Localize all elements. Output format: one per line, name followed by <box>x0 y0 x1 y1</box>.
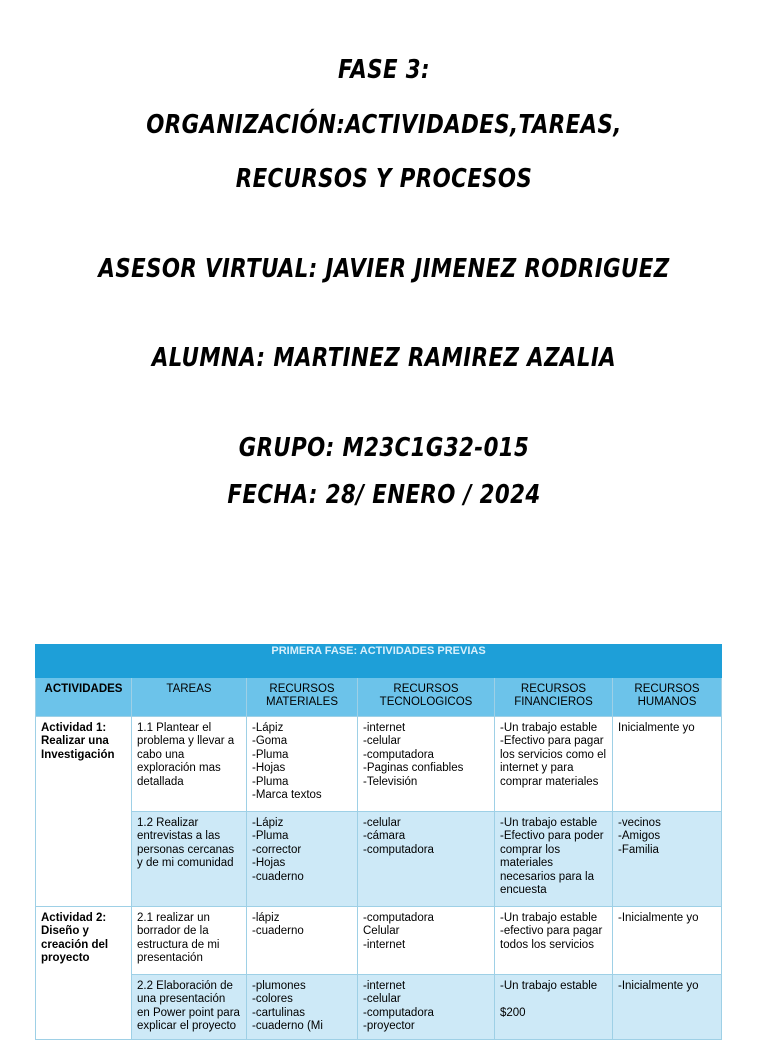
group-line: GRUPO: M23C1G32-015 <box>238 433 530 463</box>
materiales-item: -Lápiz <box>252 817 284 829</box>
materiales-item: -colores <box>252 993 293 1006</box>
materiales-item: -Hojas <box>252 762 286 775</box>
activities-table-container <box>35 644 721 1040</box>
humanos-cell <box>613 975 722 1040</box>
tecnologicos-item: -computadora <box>363 748 434 761</box>
task-cell: 1.2 Realizar entrevistas a las personas cercanas y de mi comunidad <box>132 812 247 907</box>
table-row <box>36 812 722 907</box>
humanos-item: -Inicialmente yo <box>618 980 699 992</box>
table-row <box>36 907 722 975</box>
humanos-item: -Familia <box>618 843 659 856</box>
financieros-item <box>500 993 607 1006</box>
resources-title: RECURSOS Y PROCESOS <box>235 164 533 194</box>
table-title-row <box>36 645 722 678</box>
materiales-item: -cuaderno <box>252 870 304 883</box>
column-header-materiales: RECURSOS MATERIALES <box>247 678 358 717</box>
tecnologicos-item: -celular <box>363 735 401 748</box>
financieros-cell <box>495 812 613 907</box>
task-cell: 2.1 realizar un borrador de la estructura de mi presentación <box>132 907 247 975</box>
column-header-financieros: RECURSOS FINANCIEROS <box>495 678 613 717</box>
phase-title: FASE 3: <box>338 55 430 85</box>
tecnologicos-item: -internet <box>363 722 406 734</box>
humanos-cell <box>613 812 722 907</box>
tecnologicos-item: -proyector <box>363 1020 415 1033</box>
financieros-item: -Efectivo para pagar los servicios como el internet y para comprar materiales <box>500 735 607 788</box>
task-cell: 2.2 Elaboración de una presentación en Power point para explicar el proyecto <box>132 975 247 1040</box>
tecnologicos-item: -Paginas confiables <box>363 762 464 775</box>
humanos-item: -Amigos <box>618 830 661 843</box>
activities-table <box>35 644 722 1040</box>
tecnologicos-item: -Televisión <box>363 775 418 788</box>
materiales-item: -cuaderno (Mi <box>252 1020 323 1033</box>
tecnologicos-cell <box>358 975 495 1040</box>
tecnologicos-item: -internet <box>363 980 406 992</box>
advisor-line: ASESOR VIRTUAL: JAVIER JIMENEZ RODRIGUEZ <box>98 254 670 284</box>
financieros-cell <box>495 975 613 1040</box>
humanos-cell <box>613 907 722 975</box>
table-row <box>36 975 722 1040</box>
materiales-item: -Pluma <box>252 748 289 761</box>
materiales-item: -corrector <box>252 843 302 856</box>
materiales-cell <box>247 717 358 812</box>
financieros-item: $200 <box>500 1006 526 1019</box>
materiales-item: -cuaderno <box>252 925 304 938</box>
column-header-actividades: ACTIVIDADES <box>36 678 132 717</box>
table-header-row <box>36 678 722 717</box>
tecnologicos-cell <box>358 812 495 907</box>
tecnologicos-cell <box>358 717 495 812</box>
student-line: ALUMNA: MARTINEZ RAMIREZ AZALIA <box>151 343 617 373</box>
financieros-item: -Un trabajo estable <box>500 722 598 734</box>
tecnologicos-cell <box>358 907 495 975</box>
materiales-cell <box>247 812 358 907</box>
materiales-item: -plumones <box>252 980 306 992</box>
humanos-item: -vecinos <box>618 817 661 829</box>
materiales-item: -Hojas <box>252 857 286 870</box>
tecnologicos-item: -cámara <box>363 830 406 843</box>
humanos-cell <box>613 717 722 812</box>
materiales-cell <box>247 907 358 975</box>
materiales-cell <box>247 975 358 1040</box>
column-header-tareas: TAREAS <box>132 678 247 717</box>
table-row <box>36 717 722 812</box>
tecnologicos-item: -celular <box>363 817 401 829</box>
materiales-item: -cartulinas <box>252 1006 306 1019</box>
activity-name-cell: Actividad 2: Diseño y creación del proyecto <box>36 907 132 1040</box>
tecnologicos-item: -computadora <box>363 912 434 924</box>
date-line: FECHA: 28/ ENERO / 2024 <box>227 480 541 510</box>
tecnologicos-item: -computadora <box>363 1006 434 1019</box>
tecnologicos-item: -computadora <box>363 843 434 856</box>
materiales-item: -Pluma <box>252 775 289 788</box>
materiales-item: -Lápiz <box>252 722 284 734</box>
humanos-item: Inicialmente yo <box>618 722 695 734</box>
tecnologicos-item: -internet <box>363 938 406 951</box>
materiales-item: -Pluma <box>252 830 289 843</box>
table-title: PRIMERA FASE: ACTIVIDADES PREVIAS <box>36 645 722 678</box>
financieros-cell <box>495 907 613 975</box>
financieros-item: -Un trabajo estable <box>500 817 598 829</box>
financieros-item: -Efectivo para poder comprar los materiales necesarios para la encuesta <box>500 830 604 897</box>
tecnologicos-item: -celular <box>363 993 401 1006</box>
column-header-tecnologicos: RECURSOS TECNOLOGICOS <box>358 678 495 717</box>
humanos-item: -Inicialmente yo <box>618 912 699 924</box>
task-cell: 1.1 Plantear el problema y llevar a cabo una exploración mas detallada <box>132 717 247 812</box>
organization-title: ORGANIZACIÓN:ACTIVIDADES,TAREAS, <box>146 110 622 140</box>
financieros-cell <box>495 717 613 812</box>
materiales-item: -Goma <box>252 735 288 748</box>
tecnologicos-item: Celular <box>363 925 400 938</box>
column-header-humanos: RECURSOS HUMANOS <box>613 678 722 717</box>
financieros-item: -Un trabajo estable <box>500 980 598 992</box>
materiales-item: -Marca textos <box>252 789 322 802</box>
activity-name-cell: Actividad 1: Realizar una Investigación <box>36 717 132 907</box>
financieros-item: -Un trabajo estable <box>500 912 598 924</box>
financieros-item: -efectivo para pagar todos los servicios <box>500 925 603 951</box>
materiales-item: -lápiz <box>252 912 280 924</box>
